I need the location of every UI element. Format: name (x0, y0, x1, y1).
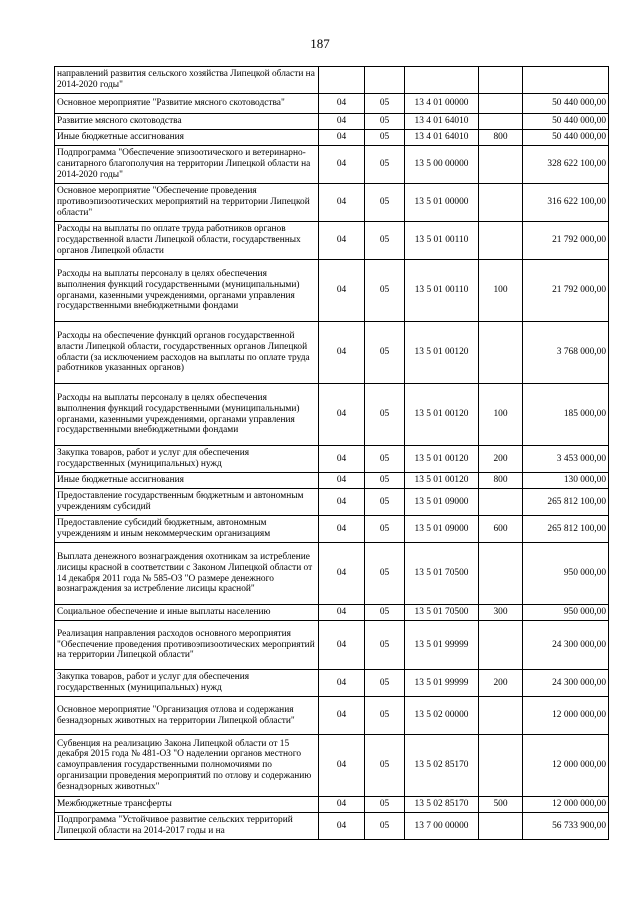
row-name: Предоставление субсидий бюджетным, автономным учреждениям и иным некоммерческим организациям (55, 516, 319, 543)
row-target-article: 13 5 00 00000 (405, 146, 479, 184)
row-section: 04 (319, 384, 365, 446)
table-row (55, 114, 609, 130)
row-target-article: 13 5 01 00120 (405, 384, 479, 446)
row-subsection: 05 (365, 621, 405, 670)
row-name: Основное мероприятие "Развитие мясного скотоводства" (55, 94, 319, 114)
row-amount: 24 300 000,00 (523, 670, 609, 697)
row-target-article: 13 4 01 00000 (405, 94, 479, 114)
row-subsection: 05 (365, 670, 405, 697)
table-row (55, 670, 609, 697)
row-section: 04 (319, 797, 365, 813)
row-expense-type (479, 813, 523, 840)
row-amount: 21 792 000,00 (523, 260, 609, 322)
row-name: Иные бюджетные ассигнования (55, 130, 319, 146)
row-target-article: 13 4 01 64010 (405, 130, 479, 146)
row-target-article: 13 5 02 85170 (405, 797, 479, 813)
row-expense-type (479, 222, 523, 260)
table-row (55, 489, 609, 516)
row-name: Реализация направления расходов основного мероприятия "Обеспечение проведения противоэпизоотических мероприятий на территории Липецкой области" (55, 621, 319, 670)
row-subsection: 05 (365, 384, 405, 446)
row-target-article: 13 5 01 00120 (405, 322, 479, 384)
row-subsection: 05 (365, 130, 405, 146)
row-subsection: 05 (365, 260, 405, 322)
row-amount: 185 000,00 (523, 384, 609, 446)
row-amount: 12 000 000,00 (523, 735, 609, 797)
row-amount: 50 440 000,00 (523, 94, 609, 114)
row-section: 04 (319, 697, 365, 735)
row-amount: 12 000 000,00 (523, 797, 609, 813)
row-section: 04 (319, 605, 365, 621)
row-expense-type: 100 (479, 384, 523, 446)
row-expense-type (479, 67, 523, 94)
table-row (55, 697, 609, 735)
row-expense-type (479, 94, 523, 114)
table-row (55, 473, 609, 489)
row-subsection: 05 (365, 797, 405, 813)
row-name: Подпрограмма "Обеспечение эпизоотического и ветеринарно-санитарного благополучия на территории Липецкой области на 2014-2020 годы" (55, 146, 319, 184)
row-amount: 130 000,00 (523, 473, 609, 489)
table-row (55, 222, 609, 260)
row-expense-type: 200 (479, 446, 523, 473)
row-target-article: 13 5 01 09000 (405, 516, 479, 543)
row-section: 04 (319, 146, 365, 184)
row-amount: 950 000,00 (523, 605, 609, 621)
row-name: Подпрограмма "Устойчивое развитие сельских территорий Липецкой области на 2014-2017 годы и на (55, 813, 319, 840)
row-target-article: 13 5 01 99999 (405, 621, 479, 670)
row-section: 04 (319, 735, 365, 797)
row-name: Закупка товаров, работ и услуг для обеспечения государственных (муниципальных) нужд (55, 446, 319, 473)
row-target-article: 13 5 01 70500 (405, 543, 479, 605)
row-section: 04 (319, 489, 365, 516)
row-amount: 21 792 000,00 (523, 222, 609, 260)
table-row (55, 797, 609, 813)
row-section: 04 (319, 260, 365, 322)
row-amount: 328 622 100,00 (523, 146, 609, 184)
row-target-article: 13 5 01 09000 (405, 489, 479, 516)
row-section: 04 (319, 322, 365, 384)
budget-table (54, 66, 609, 840)
table-row (55, 384, 609, 446)
row-expense-type (479, 543, 523, 605)
row-name: Расходы на обеспечение функций органов государственной власти Липецкой области, государственных органов Липецкой области (за исключением расходов на выплаты по оплате труда работников указанных органов) (55, 322, 319, 384)
row-name: Закупка товаров, работ и услуг для обеспечения государственных (муниципальных) нужд (55, 670, 319, 697)
row-amount: 50 440 000,00 (523, 114, 609, 130)
row-amount: 950 000,00 (523, 543, 609, 605)
table-row (55, 621, 609, 670)
row-subsection: 05 (365, 94, 405, 114)
row-amount (523, 67, 609, 94)
page-number: 187 (310, 36, 330, 51)
table-row (55, 813, 609, 840)
row-section (319, 67, 365, 94)
row-target-article: 13 5 01 00120 (405, 473, 479, 489)
row-section: 04 (319, 222, 365, 260)
row-name: Субвенция на реализацию Закона Липецкой области от 15 декабря 2015 года № 481-ОЗ "О наделении органов местного самоуправления государственными полномочиями по организации проведения мероприятий по отлову и содержанию безнадзорных животных" (55, 735, 319, 797)
row-target-article: 13 5 02 85170 (405, 735, 479, 797)
row-expense-type: 800 (479, 130, 523, 146)
row-section: 04 (319, 621, 365, 670)
row-section: 04 (319, 543, 365, 605)
row-expense-type (479, 697, 523, 735)
table-row (55, 322, 609, 384)
table-row (55, 605, 609, 621)
row-amount: 24 300 000,00 (523, 621, 609, 670)
row-amount: 56 733 900,00 (523, 813, 609, 840)
row-amount: 50 440 000,00 (523, 130, 609, 146)
row-expense-type (479, 735, 523, 797)
row-subsection: 05 (365, 516, 405, 543)
row-subsection: 05 (365, 146, 405, 184)
row-section: 04 (319, 670, 365, 697)
row-name: Расходы на выплаты по оплате труда работников органов государственной власти Липецкой области, государственных органов Липецкой области (55, 222, 319, 260)
table-row (55, 543, 609, 605)
row-name: направлений развития сельского хозяйства Липецкой области на 2014-2020 годы" (55, 67, 319, 94)
row-target-article: 13 5 01 99999 (405, 670, 479, 697)
row-target-article: 13 7 00 00000 (405, 813, 479, 840)
row-section: 04 (319, 516, 365, 543)
row-expense-type: 100 (479, 260, 523, 322)
row-name: Межбюджетные трансферты (55, 797, 319, 813)
row-name: Предоставление государственным бюджетным и автономным учреждениям субсидий (55, 489, 319, 516)
row-target-article: 13 5 02 00000 (405, 697, 479, 735)
row-expense-type: 800 (479, 473, 523, 489)
row-expense-type: 600 (479, 516, 523, 543)
table-row (55, 130, 609, 146)
row-subsection (365, 67, 405, 94)
table-row (55, 94, 609, 114)
table-row (55, 184, 609, 222)
row-amount: 265 812 100,00 (523, 516, 609, 543)
row-name: Выплата денежного вознаграждения охотникам за истребление лисицы красной в соответствии с Законом Липецкой области от 14 декабря 2011 года № 585-ОЗ "О размере денежного вознаграждения за истребление лисицы красной" (55, 543, 319, 605)
row-name: Основное мероприятие "Организация отлова и содержания безнадзорных животных на территории Липецкой области" (55, 697, 319, 735)
row-amount: 3 453 000,00 (523, 446, 609, 473)
row-amount: 3 768 000,00 (523, 322, 609, 384)
row-subsection: 05 (365, 697, 405, 735)
row-target-article: 13 4 01 64010 (405, 114, 479, 130)
row-section: 04 (319, 813, 365, 840)
row-name: Расходы на выплаты персоналу в целях обеспечения выполнения функций государственными (муниципальными) органами, казенными учреждениями, органами управления государственными внебюджетными фондами (55, 260, 319, 322)
row-subsection: 05 (365, 446, 405, 473)
row-name: Иные бюджетные ассигнования (55, 473, 319, 489)
row-expense-type (479, 489, 523, 516)
row-subsection: 05 (365, 473, 405, 489)
row-subsection: 05 (365, 735, 405, 797)
row-target-article: 13 5 01 00000 (405, 184, 479, 222)
row-expense-type (479, 114, 523, 130)
table-row (55, 446, 609, 473)
row-subsection: 05 (365, 489, 405, 516)
row-target-article: 13 5 01 00120 (405, 446, 479, 473)
row-subsection: 05 (365, 184, 405, 222)
table-row (55, 146, 609, 184)
row-expense-type (479, 184, 523, 222)
row-target-article: 13 5 01 00110 (405, 260, 479, 322)
row-target-article (405, 67, 479, 94)
row-expense-type (479, 621, 523, 670)
row-expense-type (479, 146, 523, 184)
table-row (55, 67, 609, 94)
row-name: Развитие мясного скотоводства (55, 114, 319, 130)
row-subsection: 05 (365, 222, 405, 260)
row-section: 04 (319, 184, 365, 222)
row-expense-type: 500 (479, 797, 523, 813)
budget-table-body (55, 67, 609, 840)
table-row (55, 735, 609, 797)
row-subsection: 05 (365, 813, 405, 840)
row-subsection: 05 (365, 322, 405, 384)
row-section: 04 (319, 473, 365, 489)
row-expense-type: 200 (479, 670, 523, 697)
table-row (55, 260, 609, 322)
row-amount: 12 000 000,00 (523, 697, 609, 735)
row-subsection: 05 (365, 605, 405, 621)
row-expense-type (479, 322, 523, 384)
row-target-article: 13 5 01 00110 (405, 222, 479, 260)
row-name: Основное мероприятие "Обеспечение проведения противоэпизоотических мероприятий на территории Липецкой области" (55, 184, 319, 222)
row-section: 04 (319, 114, 365, 130)
row-subsection: 05 (365, 543, 405, 605)
row-amount: 265 812 100,00 (523, 489, 609, 516)
row-subsection: 05 (365, 114, 405, 130)
row-section: 04 (319, 446, 365, 473)
table-row (55, 516, 609, 543)
row-section: 04 (319, 130, 365, 146)
row-section: 04 (319, 94, 365, 114)
row-target-article: 13 5 01 70500 (405, 605, 479, 621)
row-expense-type: 300 (479, 605, 523, 621)
row-amount: 316 622 100,00 (523, 184, 609, 222)
row-name: Социальное обеспечение и иные выплаты населению (55, 605, 319, 621)
row-name: Расходы на выплаты персоналу в целях обеспечения выполнения функций государственными (муниципальными) органами, казенными учреждениями, органами управления государственными внебюджетными фондами (55, 384, 319, 446)
